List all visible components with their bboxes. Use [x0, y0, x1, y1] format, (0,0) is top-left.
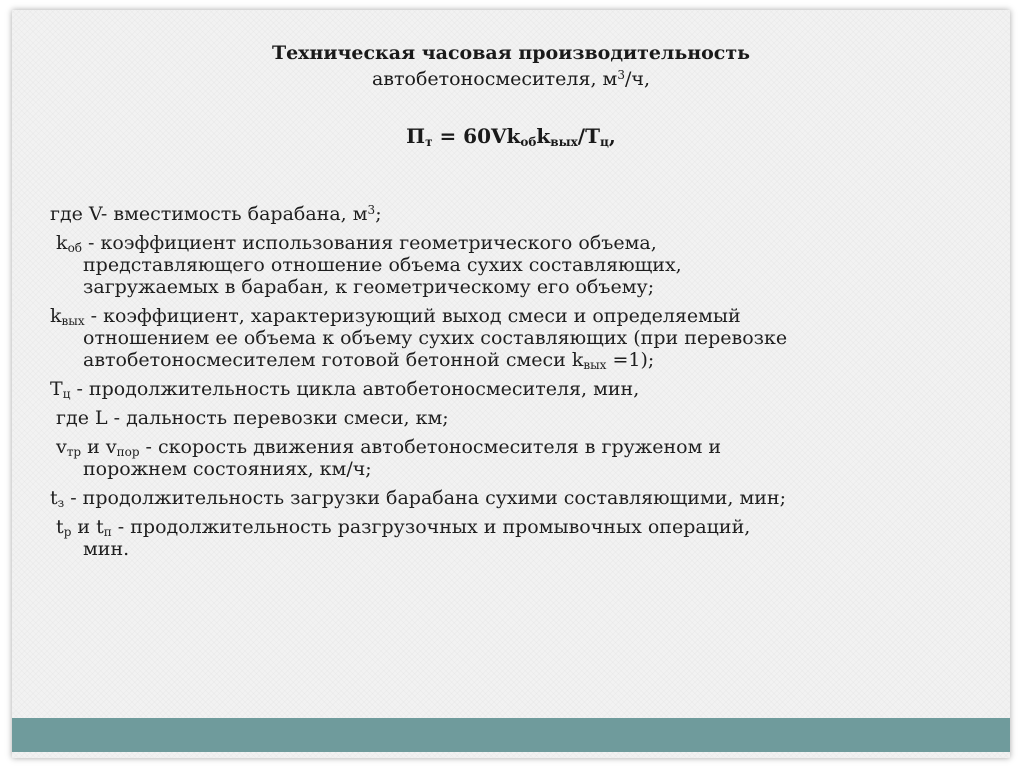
- definition-v: [50, 203, 1000, 225]
- kvyh-line3-post: =1);: [606, 349, 655, 371]
- subtitle-text: автобетоносмесителя, м: [371, 68, 618, 90]
- formula-eq: = 60Vk: [432, 124, 521, 148]
- formula-lhs-sub: т: [425, 135, 433, 149]
- vpor-sub: пор: [116, 445, 140, 459]
- formula-t: /T: [577, 124, 600, 148]
- tr-symbol: t: [56, 516, 64, 538]
- tr-line1: - продолжительность разгрузочных и промывочных операций,: [111, 516, 751, 538]
- l-text: где L - дальность перевозки смеси, км;: [56, 407, 449, 429]
- definition-kob: [50, 232, 1000, 298]
- kob-line1: - коэффициент использования геометрического объема,: [82, 232, 657, 254]
- slide-subtitle: [12, 66, 1010, 92]
- formula-lhs: П: [406, 124, 426, 148]
- kob-line2: представляющего отношение объема сухих составляющих,: [83, 254, 682, 276]
- formula-k: k: [536, 124, 551, 148]
- definition-v-sup: 3: [367, 203, 376, 217]
- tr-line2: мин.: [83, 538, 130, 560]
- footer-bar: [12, 718, 1010, 752]
- vtr-symbol: v: [56, 436, 67, 458]
- kob-symbol: k: [56, 232, 68, 254]
- formula-sub-vyh: вых: [550, 135, 578, 149]
- kvyh-symbol: k: [50, 305, 62, 327]
- tc-text: - продолжительность цикла автобетоносмесителя, мин,: [70, 378, 640, 400]
- definition-tr-tp: [50, 516, 1000, 560]
- tp-sub: п: [103, 525, 112, 539]
- definition-tc: [50, 378, 1000, 400]
- slide-title: Техническая часовая производительность: [271, 42, 751, 64]
- kvyh-line3: [50, 349, 1000, 371]
- definition-v-end: ;: [375, 203, 382, 225]
- kvyh-line1: - коэффициент, характеризующий выход смеси и определяемый: [84, 305, 741, 327]
- definition-kvyh: [50, 305, 1000, 371]
- kob-line3: загружаемых в барабан, к геометрическому его объему;: [83, 276, 655, 298]
- definition-speeds: [50, 436, 1000, 480]
- formula-end: ,: [608, 124, 616, 148]
- subtitle-tail: /ч,: [624, 68, 650, 90]
- subtitle-sup: 3: [617, 68, 625, 82]
- slide: [12, 10, 1010, 758]
- speeds-line2: порожнем состояниях, км/ч;: [83, 458, 372, 480]
- kvyh-sub: вых: [61, 314, 85, 328]
- vpor-symbol: и v: [81, 436, 117, 458]
- tc-symbol: T: [50, 378, 63, 400]
- tz-symbol: t: [50, 487, 58, 509]
- title-block: [12, 40, 1010, 156]
- kob-sub: об: [67, 241, 83, 255]
- tp-symbol: и t: [71, 516, 104, 538]
- kvyh-line3-sub: вых: [583, 358, 607, 372]
- kvyh-line3-pre: автобетоносмесителем готовой бетонной смеси k: [83, 349, 584, 371]
- tz-text: - продолжительность загрузки барабана сухими составляющими, мин;: [64, 487, 786, 509]
- formula-sub-ob: об: [520, 135, 537, 149]
- definition-v-text: где V- вместимость барабана, м: [50, 203, 368, 225]
- tr-sub: р: [63, 525, 72, 539]
- definition-l: [50, 407, 1000, 429]
- speeds-line1: - скорость движения автобетоносмесителя в груженом и: [139, 436, 722, 458]
- productivity-formula: [12, 122, 1010, 156]
- definition-tz: [50, 487, 1000, 509]
- tz-sub: з: [57, 496, 65, 510]
- definitions-list: [50, 203, 1000, 567]
- formula-sub-c: ц: [599, 135, 609, 149]
- kvyh-line2: отношением ее объема к объему сухих составляющих (при перевозке: [83, 327, 788, 349]
- vtr-sub: тр: [66, 445, 82, 459]
- tc-sub: ц: [62, 387, 71, 401]
